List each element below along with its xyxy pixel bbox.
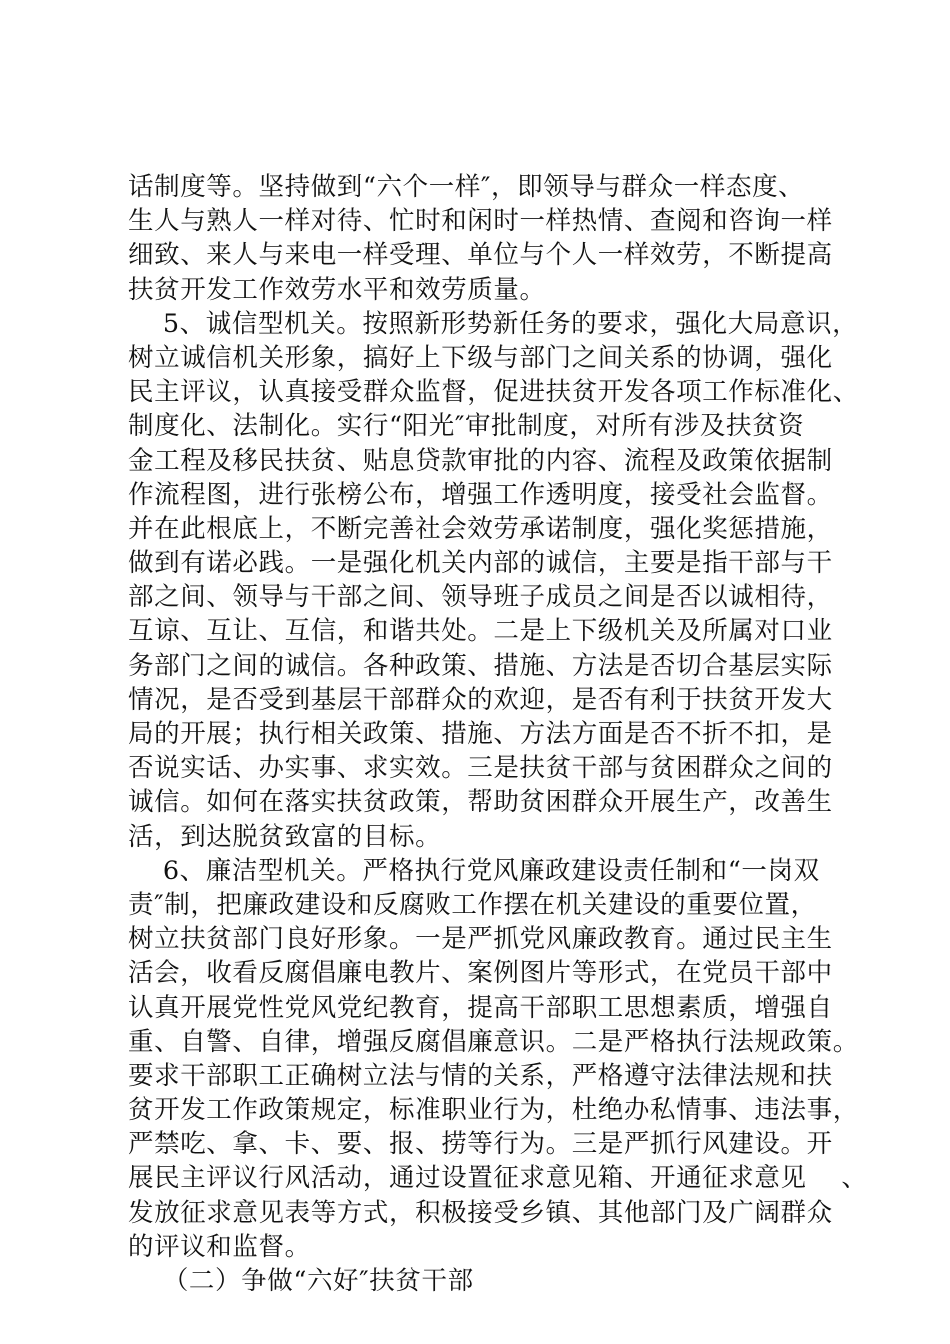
text-line: 细致、来人与来电一样受理、单位与个人一样效劳，不断提高 <box>128 240 833 271</box>
text-line: 贫开发工作政策规定，标准职业行为，杜绝办私情事、违法事， <box>128 1095 859 1126</box>
text-line: 局的开展；执行相关政策、措施、方法方面是否不折不扣，是 <box>128 719 833 749</box>
text-line: 树立诚信机关形象，搞好上下级与部门之间关系的协调，强化 <box>128 342 833 373</box>
text-line: 金工程及移民扶贫、贴息贷款审批的内容、流程及政策依据制 <box>128 445 833 476</box>
document-body <box>128 170 868 1298</box>
text-line: 责″制，把廉政建设和反腐败工作摆在机关建设的重要位置， <box>128 889 817 920</box>
text-line: 否说实话、办实事、求实效。三是扶贫干部与贫困群众之间的 <box>128 753 833 784</box>
text-line: 扶贫开发工作效劳水平和效劳质量。 <box>128 274 546 305</box>
text-line: 诚信。如何在落实扶贫政策，帮助贫困群众开展生产，改善生 <box>128 787 833 818</box>
text-line: 树立扶贫部门良好形象。一是严抓党风廉政教育。通过民主生 <box>128 924 833 955</box>
paragraph-start-line: 6、廉洁型机关。严格执行党风廉政建设责任制和“一岗双 <box>128 855 820 886</box>
text-line: 活会，收看反腐倡廉电教片、案例图片等形式，在党员干部中 <box>128 958 833 989</box>
text-line: 展民主评议行风活动，通过设置征求意见箱、开通征求意见 、 <box>128 1163 868 1194</box>
text-line: 互谅、互让、互信，和谐共处。二是上下级机关及所属对口业 <box>128 616 833 647</box>
text-line: 并在此根底上，不断完善社会效劳承诺制度，强化奖惩措施， <box>128 513 833 544</box>
text-line: 严禁吃、拿、卡、要、报、捞等行为。三是严抓行风建设。开 <box>128 1129 833 1160</box>
text-line: 生人与熟人一样对待、忙时和闲时一样热情、查阅和咨询一样 <box>128 206 833 237</box>
text-line: 制度化、法制化。实行“阳光″审批制度，对所有涉及扶贫资 <box>128 411 805 442</box>
text-line: 民主评议，认真接受群众监督，促进扶贫开发各项工作标准化、 <box>128 377 859 408</box>
text-line: 部之间、领导与干部之间、领导班子成员之间是否以诚相待， <box>128 582 833 613</box>
text-line: 情况，是否受到基层干部群众的欢迎，是否有利于扶贫开发大 <box>128 684 833 715</box>
paragraph-start-line: 5、诚信型机关。按照新形势新任务的要求，强化大局意识， <box>128 308 859 339</box>
text-line: 重、自警、自律，增强反腐倡廉意识。二是严格执行法规政策。 <box>128 1026 859 1057</box>
text-line: 务部门之间的诚信。各种政策、措施、方法是否切合基层实际 <box>128 650 833 681</box>
text-line: 做到有诺必践。一是强化机关内部的诚信，主要是指干部与干 <box>128 548 833 579</box>
text-line: 作流程图，进行张榜公布，增强工作透明度，接受社会监督。 <box>128 479 833 510</box>
text-line: 话制度等。坚持做到“六个一样″，即领导与群众一样态度、 <box>128 172 805 202</box>
section-heading: （二）争做“六好″扶贫干部 <box>128 1266 474 1296</box>
text-line: 发放征求意见表等方式，积极接受乡镇、其他部门及广阔群众 <box>128 1197 833 1228</box>
text-line: 要求干部职工正确树立法与情的关系，严格遵守法律法规和扶 <box>128 1060 833 1091</box>
text-line: 活，到达脱贫致富的目标。 <box>128 821 442 852</box>
text-line: 的评议和监督。 <box>128 1231 311 1262</box>
text-line: 认真开展党性党风党纪教育，提高干部职工思想素质，增强自 <box>128 992 833 1023</box>
